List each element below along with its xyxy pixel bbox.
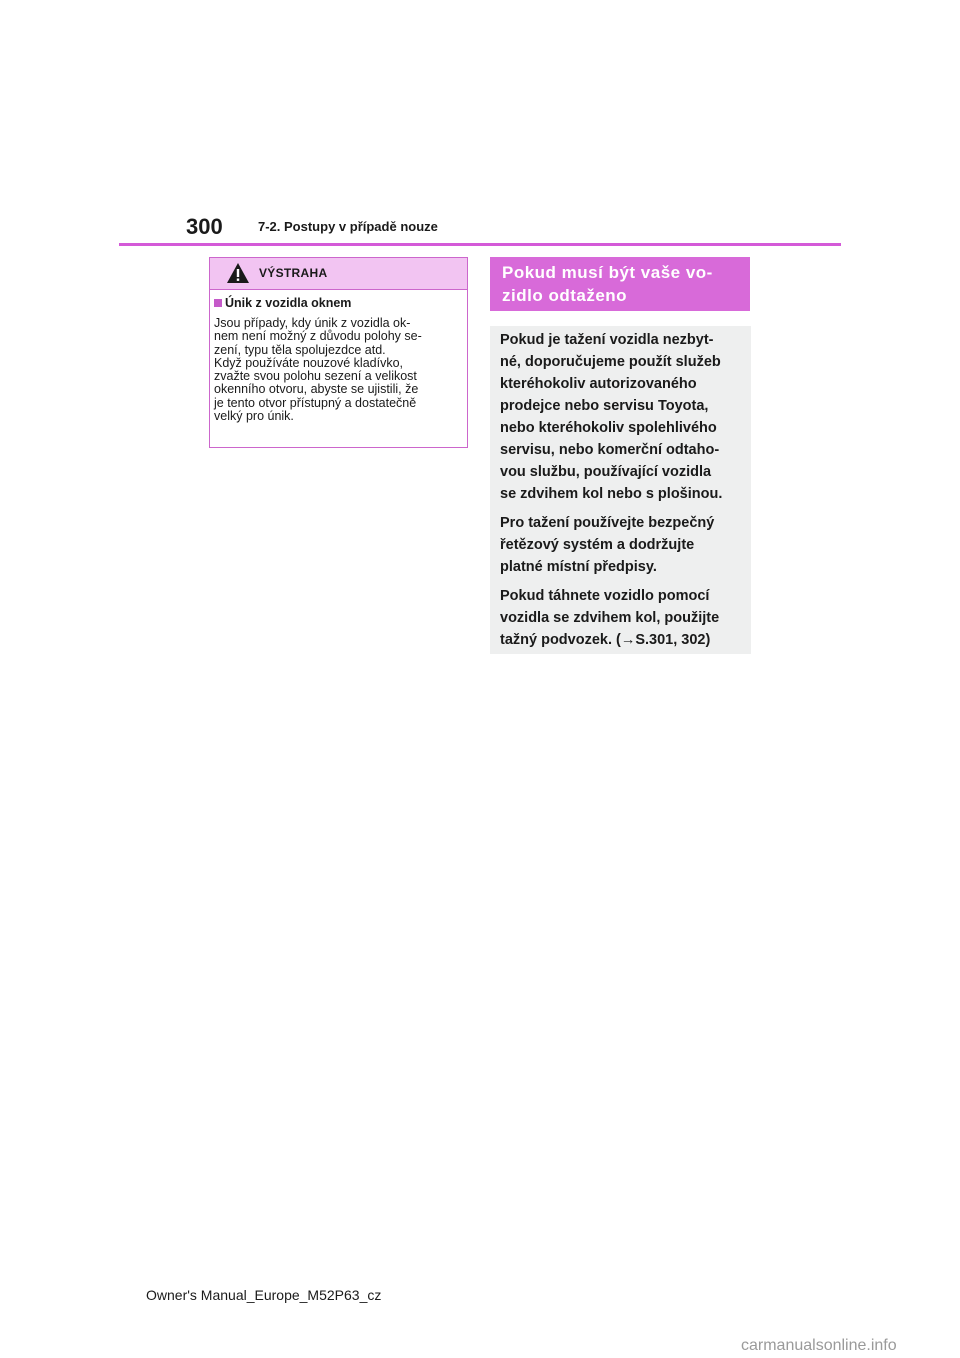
warning-title: VÝSTRAHA bbox=[259, 266, 328, 280]
info-line: vou službu, používající vozidla bbox=[500, 464, 712, 480]
warning-triangle-icon bbox=[226, 262, 250, 284]
info-line: Pokud táhnete vozidlo pomocí bbox=[500, 588, 710, 604]
section-heading-box bbox=[490, 257, 750, 311]
section-title: 7-2. Postupy v případě nouze bbox=[258, 219, 438, 234]
info-line: nebo kteréhokoliv spolehlivého bbox=[500, 420, 717, 436]
square-bullet-icon bbox=[214, 299, 222, 307]
warning-line: je tento otvor přístupný a dostatečně bbox=[214, 395, 417, 410]
info-line: se zdvihem kol nebo s plošinou. bbox=[500, 486, 723, 502]
warning-subtitle bbox=[214, 295, 457, 311]
warning-subtitle-text: Únik z vozidla oknem bbox=[225, 296, 352, 310]
watermark: carmanualsonline.info bbox=[741, 1337, 897, 1354]
warning-header bbox=[210, 258, 467, 290]
info-line: Pokud je tažení vozidla nezbyt- bbox=[500, 332, 714, 348]
warning-line: velký pro únik. bbox=[214, 409, 294, 424]
warning-line: Když používáte nouzové kladívko, bbox=[214, 355, 404, 370]
info-line: kteréhokoliv autorizovaného bbox=[500, 376, 697, 392]
info-paragraph-tow-dolly bbox=[500, 585, 745, 651]
warning-line: okenního otvoru, abyste se ujistili, že bbox=[214, 382, 419, 397]
info-line: vozidla se zdvihem kol, použijte bbox=[500, 610, 720, 626]
warning-body bbox=[210, 290, 467, 423]
info-paragraph-towing-service bbox=[500, 329, 745, 505]
warning-text bbox=[214, 317, 457, 423]
section-heading-line: zidlo odtaženo bbox=[502, 286, 628, 305]
warning-line: zvažte svou polohu sezení a velikost bbox=[214, 369, 417, 384]
page-number: 300 bbox=[186, 214, 223, 239]
header-divider bbox=[119, 243, 841, 246]
section-heading-line: Pokud musí být vaše vo- bbox=[502, 263, 713, 282]
warning-line: nem není možný z důvodu polohy se- bbox=[214, 329, 422, 344]
info-paragraph-chain-system bbox=[500, 512, 745, 578]
footer-text: Owner's Manual_Europe_M52P63_cz bbox=[146, 1287, 382, 1303]
info-line: prodejce nebo servisu Toyota, bbox=[500, 398, 709, 414]
warning-box bbox=[209, 257, 468, 448]
info-line: platné místní předpisy. bbox=[500, 559, 657, 575]
info-box bbox=[490, 326, 751, 654]
info-line: tažný podvozek. (→S.301, 302) bbox=[500, 632, 711, 648]
warning-line: Jsou případy, kdy únik z vozidla ok- bbox=[214, 316, 411, 330]
info-line: servisu, nebo komerční odtaho- bbox=[500, 442, 720, 458]
info-line: Pro tažení používejte bezpečný bbox=[500, 515, 715, 531]
info-line: né, doporučujeme použít služeb bbox=[500, 354, 721, 370]
warning-line: zení, typu těla spolujezdce atd. bbox=[214, 342, 386, 357]
info-line: řetězový systém a dodržujte bbox=[500, 537, 695, 553]
